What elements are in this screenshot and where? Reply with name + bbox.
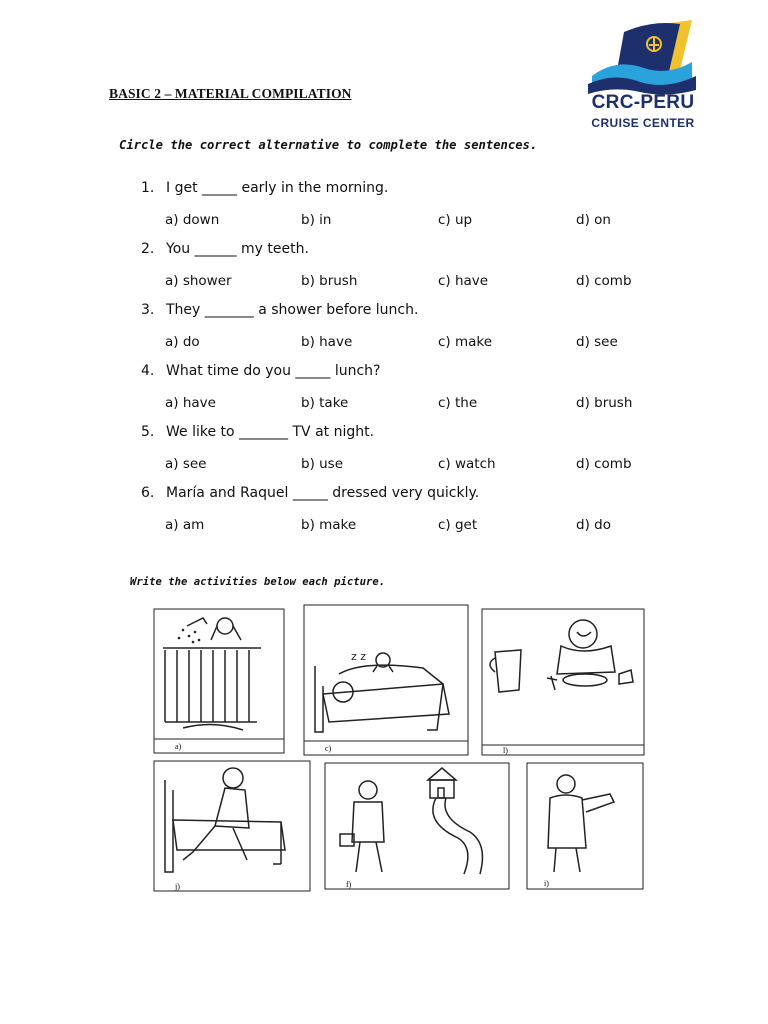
answer-option-c[interactable]: c) watch [438,456,496,472]
answer-option-d[interactable]: d) see [576,334,618,350]
picture-2-label: c) [325,744,332,753]
answer-option-b[interactable]: b) in [301,212,332,228]
answer-option-d[interactable]: d) on [576,212,611,228]
question-number: 6. [141,485,155,501]
exercise-1-instruction: Circle the correct alternative to complete the sentences. [119,138,538,152]
page-title: BASIC 2 – MATERIAL COMPILATION [109,86,352,101]
picture-1-label: a) [175,742,182,751]
cruise-ship-logo-icon [580,18,706,98]
picture-5-label: f) [346,880,352,889]
question-text: What time do you _____ lunch? [166,363,381,379]
question-number: 2. [141,241,155,257]
answer-option-c[interactable]: c) make [438,334,493,350]
answer-option-a[interactable]: a) shower [165,273,232,289]
answer-option-a[interactable]: a) do [165,334,200,350]
exercise-2-instruction: Write the activities below each picture. [130,576,386,588]
answer-option-b[interactable]: b) make [301,517,357,533]
answer-option-b[interactable]: b) have [301,334,353,350]
svg-text:z z: z z [351,650,367,663]
shower-picture-icon [153,608,285,754]
picture-6-label: i) [544,879,549,888]
picture-panel-2 [303,604,469,756]
answer-option-a[interactable]: a) down [165,212,220,228]
question-text: María and Raquel _____ dressed very quickly. [166,485,480,501]
getting-dressed-picture-icon [526,762,644,890]
answer-option-b[interactable]: b) take [301,395,349,411]
going-to-work-picture-icon [324,762,510,890]
answer-option-d[interactable]: d) do [576,517,611,533]
logo-name: CRC-PERU [591,92,695,113]
question-text: They _______ a shower before lunch. [166,302,419,318]
eating-breakfast-picture-icon [481,608,645,756]
picture-3-label: l) [503,746,508,755]
answer-option-d[interactable]: d) brush [576,395,633,411]
picture-4-label: j) [175,882,180,891]
picture-panel-1 [153,608,285,754]
picture-panel-3 [481,608,645,756]
answer-option-a[interactable]: a) see [165,456,207,472]
answer-option-c[interactable]: c) have [438,273,489,289]
crc-peru-logo [580,18,706,134]
question-text: You ______ my teeth. [166,241,309,257]
answer-option-c[interactable]: c) up [438,212,473,228]
answer-option-a[interactable]: a) am [165,517,205,533]
question-number: 3. [141,302,155,318]
picture-panel-4 [153,760,311,892]
sleeping-in-bed-picture-icon [303,604,469,756]
logo-subtitle: CRUISE CENTER [591,116,695,130]
question-text: We like to _______ TV at night. [166,424,375,440]
question-text: I get _____ early in the morning. [166,180,389,196]
question-number: 4. [141,363,155,379]
question-number: 5. [141,424,155,440]
picture-panel-5 [324,762,510,890]
picture-panel-6 [526,762,644,890]
answer-option-b[interactable]: b) use [301,456,344,472]
answer-option-d[interactable]: d) comb [576,273,632,289]
answer-option-b[interactable]: b) brush [301,273,358,289]
answer-option-c[interactable]: c) the [438,395,478,411]
answer-option-c[interactable]: c) get [438,517,478,533]
answer-option-a[interactable]: a) have [165,395,216,411]
getting-up-picture-icon [153,760,311,892]
answer-option-d[interactable]: d) comb [576,456,632,472]
question-number: 1. [141,180,155,196]
